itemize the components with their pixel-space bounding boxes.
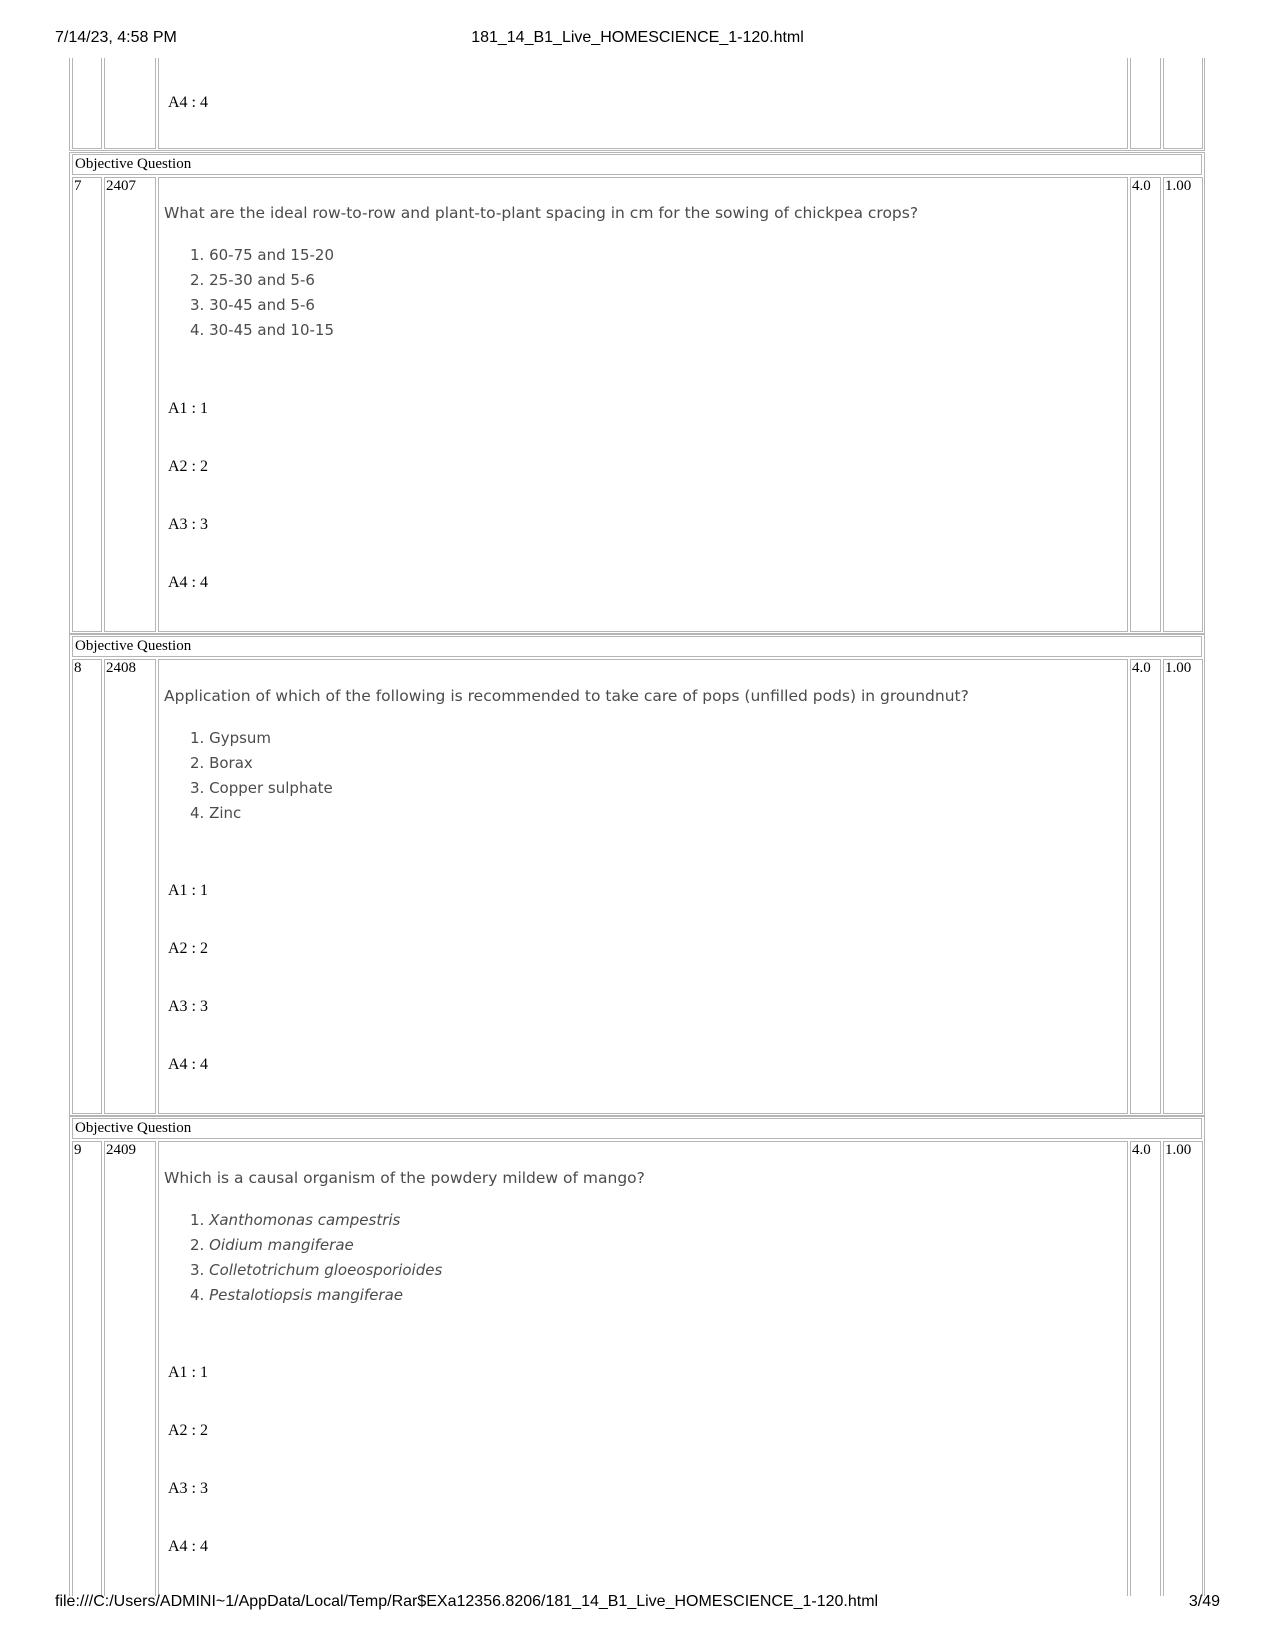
question-serial: 8 [74,660,82,676]
question-text: Application of which of the following is recommended to take care of pops (unfilled pods) in groundnut? [164,687,969,705]
serial-cell [72,1141,102,1596]
question-serial: 7 [74,178,82,194]
partial-answer-4: A4 : 4 [168,94,208,111]
negative-cell [1163,1141,1203,1596]
answer-4: A4 : 4 [168,574,208,591]
option-list [190,243,334,343]
answer-2: A2 : 2 [168,1422,208,1439]
question-type-label: Objective Question [72,154,1202,175]
answer-2: A2 : 2 [168,458,208,475]
question-negative-marks: 1.00 [1165,660,1192,676]
partial-serial-cell [72,58,102,149]
question-id: 2409 [106,1142,136,1158]
question-marks: 4.0 [1132,660,1151,676]
option-item: 2. Oidium mangiferae [190,1236,354,1254]
print-footer [0,1593,1275,1615]
option-item: 3. 30-45 and 5-6 [190,296,315,314]
id-cell [104,1141,156,1596]
answer-2: A2 : 2 [168,940,208,957]
answer-3: A3 : 3 [168,998,208,1015]
question-negative-marks: 1.00 [1165,178,1192,194]
option-item: 2. 25-30 and 5-6 [190,271,315,289]
answer-1: A1 : 1 [168,400,208,417]
option-taxon: Colletotrichum gloeosporioides [209,1261,443,1279]
negative-cell [1163,659,1203,1114]
id-cell [104,659,156,1114]
marks-cell [1130,177,1161,632]
serial-cell [72,177,102,632]
answer-1: A1 : 1 [168,882,208,899]
option-item: 4. Zinc [190,804,242,822]
question-marks: 4.0 [1132,1142,1151,1158]
option-item: 1. Gypsum [190,729,272,747]
option-list [190,726,333,826]
option-item: 2. Borax [190,754,253,772]
page-number: 3/49 [1188,1593,1220,1610]
option-item: 1. Xanthomonas campestris [190,1211,401,1229]
print-datetime: 7/14/23, 4:58 PM [55,29,177,46]
marks-cell [1130,659,1161,1114]
option-taxon: Pestalotiopsis mangiferae [209,1286,404,1304]
question-id: 2408 [106,660,136,676]
question-marks: 4.0 [1132,178,1151,194]
option-item: 1. 60-75 and 15-20 [190,246,335,264]
answer-3: A3 : 3 [168,516,208,533]
question-text: What are the ideal row-to-row and plant-to-plant spacing in cm for the sowing of chickpea crops? [164,204,919,222]
id-cell [104,177,156,632]
partial-content-cell [158,58,1128,149]
partial-negative-cell [1163,58,1203,149]
negative-cell [1163,177,1203,632]
option-list [190,1208,442,1308]
question-id: 2407 [106,178,136,194]
question-serial: 9 [74,1142,82,1158]
option-item: 4. 30-45 and 10-15 [190,321,335,339]
option-taxon: Xanthomonas campestris [209,1211,401,1229]
serial-cell [72,659,102,1114]
answer-1: A1 : 1 [168,1364,208,1381]
question-text: Which is a causal organism of the powdery mildew of mango? [164,1169,645,1187]
answer-4: A4 : 4 [168,1538,208,1555]
option-item: 3. Copper sulphate [190,779,333,797]
question-type-label: Objective Question [72,1118,1202,1139]
option-item: 4. Pestalotiopsis mangiferae [190,1286,404,1304]
option-taxon: Oidium mangiferae [209,1236,354,1254]
option-item: 3. Colletotrichum gloeosporioides [190,1261,443,1279]
question-type-label: Objective Question [72,636,1202,657]
print-filename: 181_14_B1_Live_HOMESCIENCE_1-120.html [471,29,804,46]
answer-4: A4 : 4 [168,1056,208,1073]
partial-id-cell [104,58,156,149]
file-path: file:///C:/Users/ADMINI~1/AppData/Local/Temp/Rar$EXa12356.8206/181_14_B1_Live_HOMESCIENCE_1-120.html [55,1593,879,1610]
question-negative-marks: 1.00 [1165,1142,1192,1158]
answer-3: A3 : 3 [168,1480,208,1497]
marks-cell [1130,1141,1161,1596]
partial-marks-cell [1130,58,1161,149]
